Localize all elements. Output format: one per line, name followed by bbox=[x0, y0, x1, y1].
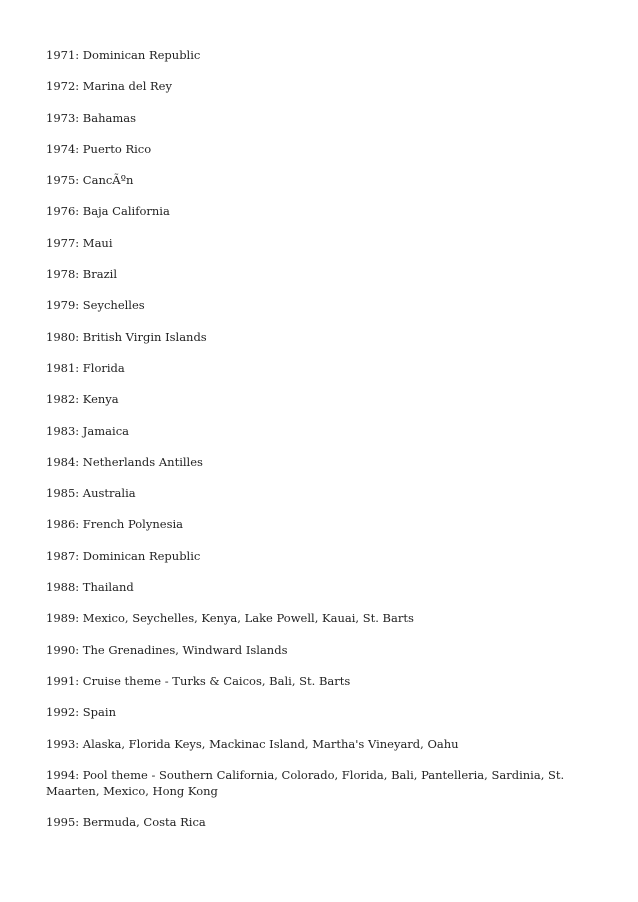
list-item-1977: 1977: Maui bbox=[46, 235, 113, 250]
list-item-1983: 1983: Jamaica bbox=[46, 423, 129, 438]
list-item-1984: 1984: Netherlands Antilles bbox=[46, 454, 203, 469]
list-item-1994: 1994: Pool theme - Southern California, Colorado, Florida, Bali, Pantelleria, Sardinia, St. Maarten, Mexico, Hong Kong bbox=[46, 767, 565, 798]
list-item-1975: 1975: CancÃºn bbox=[46, 173, 134, 188]
list-item-1980: 1980: British Virgin Islands bbox=[46, 329, 207, 344]
list-item-1992: 1992: Spain bbox=[46, 705, 116, 720]
list-item-1982: 1982: Kenya bbox=[46, 392, 119, 407]
list-item-1978: 1978: Brazil bbox=[46, 267, 118, 282]
list-item-1990: 1990: The Grenadines, Windward Islands bbox=[46, 642, 288, 657]
list-item-1991: 1991: Cruise theme - Turks & Caicos, Bali, St. Barts bbox=[46, 673, 351, 688]
list-item-1989: 1989: Mexico, Seychelles, Kenya, Lake Powell, Kauai, St. Barts bbox=[46, 611, 414, 626]
list-item-1971: 1971: Dominican Republic bbox=[46, 48, 201, 62]
list-item-1976: 1976: Baja California bbox=[46, 204, 170, 219]
list-item-1988: 1988: Thailand bbox=[46, 580, 134, 595]
list-item-1981: 1981: Florida bbox=[46, 360, 125, 375]
list-item-1979: 1979: Seychelles bbox=[46, 298, 145, 313]
list-item-1985: 1985: Australia bbox=[46, 486, 136, 501]
list-item-1993: 1993: Alaska, Florida Keys, Mackinac Island, Martha's Vineyard, Oahu bbox=[46, 736, 459, 751]
list-item-1972: 1972: Marina del Rey bbox=[46, 79, 172, 94]
list-item-1987: 1987: Dominican Republic bbox=[46, 548, 201, 563]
list-item-1973: 1973: Bahamas bbox=[46, 110, 137, 125]
year-location-list bbox=[46, 47, 594, 845]
list-item-1974: 1974: Puerto Rico bbox=[46, 141, 152, 156]
list-item-1995: 1995: Bermuda, Costa Rica bbox=[46, 815, 206, 830]
list-item-1986: 1986: French Polynesia bbox=[46, 517, 184, 532]
